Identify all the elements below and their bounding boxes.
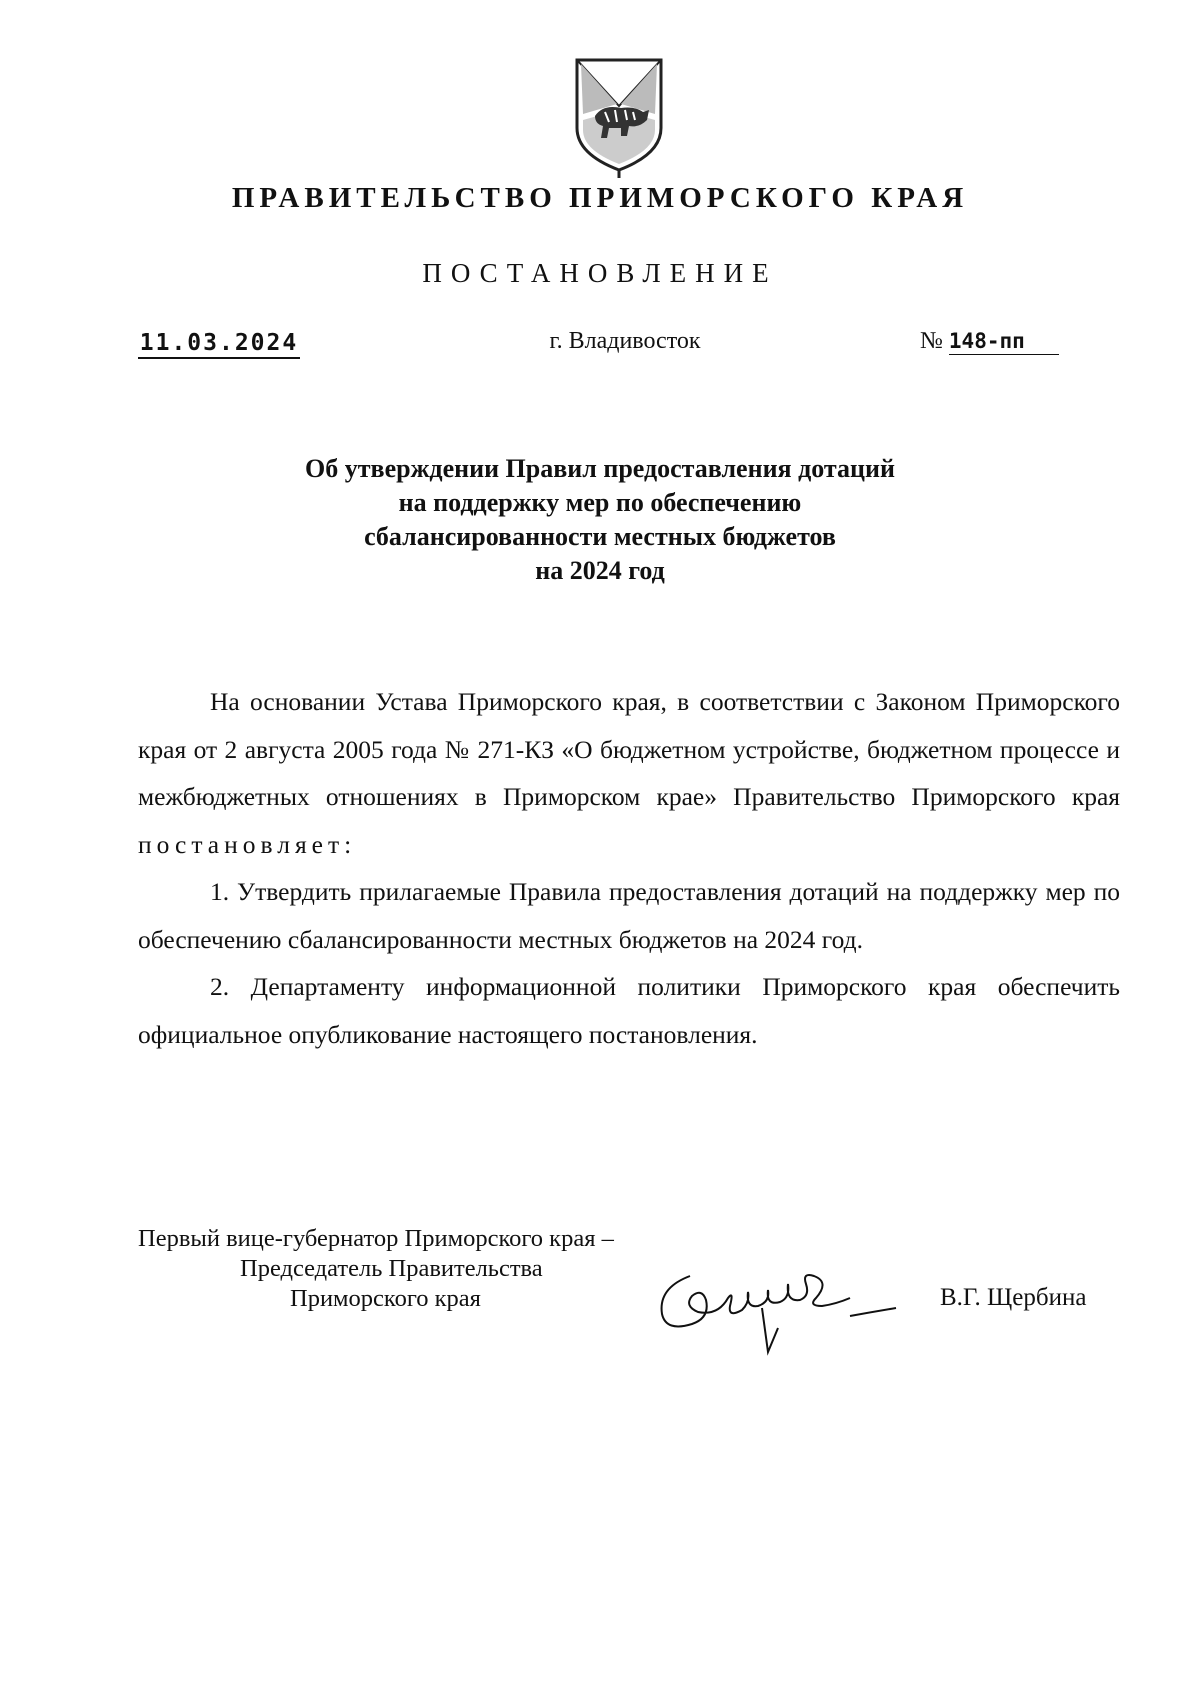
- preamble-text: На основании Устава Приморского края, в соответствии с Законом Приморского края от 2 августа 2005 года № 271-КЗ «О бюджетном устройстве, бюджетном процессе и межбюджетных отношениях в Приморском крае» Правительство Приморского края: [138, 687, 1120, 811]
- signatory-line: Председатель Правительства: [240, 1255, 543, 1282]
- signatory-position: [138, 1224, 614, 1314]
- government-title: ПРАВИТЕЛЬСТВО ПРИМОРСКОГО КРАЯ: [231, 182, 969, 214]
- document-type: ПОСТАНОВЛЕНИЕ: [422, 258, 778, 288]
- signatory-line: Первый вице-губернатор Приморского края –: [138, 1225, 614, 1252]
- document-city: г. Владивосток: [549, 328, 701, 354]
- signatory-line: Приморского края: [290, 1285, 481, 1312]
- document-subject: [240, 452, 960, 588]
- document-number: [920, 328, 1059, 355]
- document-number-value: 148-пп: [949, 329, 1059, 355]
- subject-line: сбалансированности местных бюджетов: [364, 522, 836, 551]
- item-2-paragraph: 2. Департаменту информационной политики Приморского края обеспечить официальное опубликование настоящего постановления.: [138, 972, 1120, 1049]
- number-sign: №: [920, 328, 943, 354]
- coat-of-arms-emblem: [569, 54, 669, 178]
- document-body: [138, 678, 1120, 1058]
- document-date: 11.03.2024: [138, 330, 300, 359]
- handwritten-signature: [650, 1262, 900, 1362]
- subject-line: на поддержку мер по обеспечению: [398, 488, 802, 517]
- decides-text: постановляет:: [138, 829, 357, 859]
- signatory-name: В.Г. Щербина: [940, 1284, 1087, 1311]
- subject-line: Об утверждении Правил предоставления дотаций: [305, 454, 895, 483]
- preamble-paragraph: [138, 678, 1120, 868]
- subject-line: на 2024 год: [535, 556, 665, 585]
- item-1-paragraph: 1. Утвердить прилагаемые Правила предоставления дотаций на поддержку мер по обеспечению сбалансированности местных бюджетов на 2024 год.: [138, 877, 1120, 954]
